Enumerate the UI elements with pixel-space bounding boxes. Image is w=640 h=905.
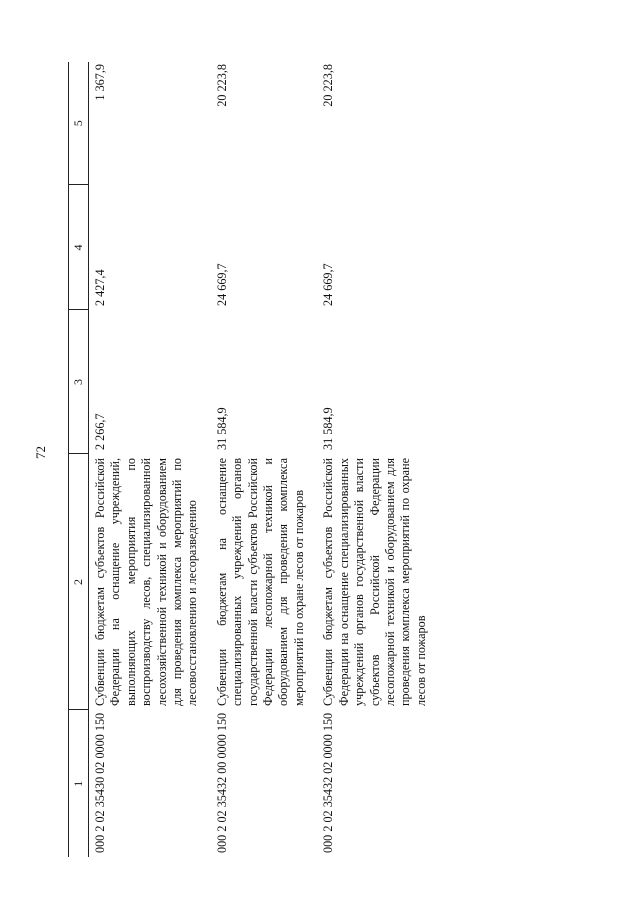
column-number-row [69, 62, 89, 857]
table-row [317, 62, 439, 857]
table-row [211, 62, 317, 857]
budget-table [68, 62, 439, 857]
amount-col5: 1 367,9 [93, 64, 107, 101]
amount-col5: 20 223,8 [214, 64, 229, 107]
column-header-5: 5 [69, 62, 89, 185]
budget-code: 000 2 02 35432 00 0000 150 [214, 712, 229, 853]
page-number: 72 [33, 446, 48, 459]
table-row [89, 62, 211, 857]
amount-col4: 2 427,4 [93, 269, 107, 306]
amount-col4: 24 669,7 [214, 263, 229, 306]
column-header-1: 1 [69, 710, 89, 857]
column-header-3: 3 [69, 310, 89, 454]
column-header-2: 2 [69, 454, 89, 710]
budget-code: 000 2 02 35432 02 0000 150 [321, 712, 336, 853]
amount-col3: 31 584,9 [321, 407, 336, 450]
column-header-4: 4 [69, 185, 89, 310]
budget-code: 000 2 02 35430 02 0000 150 [93, 712, 107, 853]
amount-col5: 20 223,8 [321, 64, 336, 107]
amount-col4: 24 669,7 [321, 263, 336, 306]
income-name: Субвенции бюджетам субъектов Российской Федерации на оснащение учреждений, выполняющих мероприятия по воспроизводству лесов, специализированной лесохозяйственной техникой и оборудованием для проведения комплекса мероприятий по лесовосстановлению и лесоразведению [93, 458, 200, 706]
amount-col3: 31 584,9 [214, 407, 229, 450]
income-name: Субвенции бюджетам субъектов Российской Федерации на оснащение специализированных учреждений органов государственной власти субъектов Российской Федерации лесопожарной техникой и оборудованием для проведения комплекса мероприятий по охране лесов от пожаров [321, 458, 428, 706]
income-name: Субвенции бюджетам на оснащение специализированных учреждений органов государственной власти субъектов Российской Федерации лесопожарной техникой и оборудованием для проведения комплекса мероприятий по охране лесов от пожаров [214, 458, 306, 706]
amount-col3: 2 266,7 [93, 413, 107, 450]
